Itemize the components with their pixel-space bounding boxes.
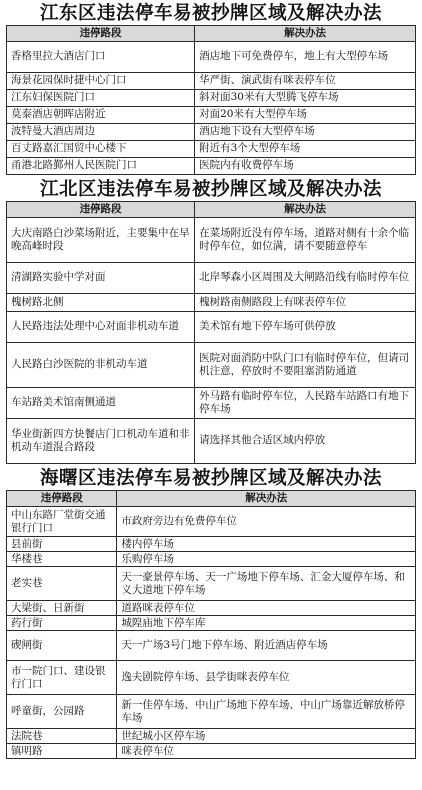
table-row (7, 695, 416, 729)
table-row (7, 124, 416, 141)
table-header-row (7, 26, 416, 42)
table-row (7, 616, 416, 631)
solution-cell: 在菜场附近没有停车场，道路对侧有十余个临时停车位，如位满，请不要随意停车 (195, 218, 416, 263)
road-cell: 大庆南路白沙菜场附近，主要集中在早晚高峰时段 (7, 218, 195, 263)
table-row (7, 388, 416, 419)
table-row (7, 419, 416, 464)
road-cell: 百丈路嘉汇国贸中心楼下 (7, 141, 195, 158)
table-row (7, 294, 416, 312)
road-cell: 县前街 (7, 537, 117, 552)
road-cell: 华业街新四方快餐店门口机动车道和非机动车道混合路段 (7, 419, 195, 464)
section-jiangbei (6, 179, 416, 464)
road-cell: 药行街 (7, 616, 117, 631)
header-road: 违停路段 (7, 491, 117, 507)
road-cell: 市一院门口、建设银行门口 (7, 661, 117, 695)
road-cell: 甬港北路鄞州人民医院门口 (7, 158, 195, 175)
road-cell: 槐树路北侧 (7, 294, 195, 312)
road-cell: 华楼巷 (7, 552, 117, 567)
solution-cell: 乐购停车场 (117, 552, 416, 567)
road-cell: 镇明路 (7, 744, 117, 759)
table-row (7, 631, 416, 661)
solution-cell: 医院内有收费停车场 (195, 158, 416, 175)
road-cell: 江东妇保医院门口 (7, 90, 195, 107)
solution-cell: 市政府旁边有免费停车位 (117, 507, 416, 537)
road-cell: 中山东路厂堂街交通银行门口 (7, 507, 117, 537)
table-row (7, 744, 416, 759)
header-road: 违停路段 (7, 26, 195, 42)
road-cell: 莫泰酒店朝晖店附近 (7, 107, 195, 124)
table-row (7, 661, 416, 695)
table-row (7, 729, 416, 744)
solution-cell: 北岸琴森小区周围及大闸路沿线有临时停车位 (195, 263, 416, 294)
header-road: 违停路段 (7, 202, 195, 218)
solution-cell: 城隍庙地下停车库 (117, 616, 416, 631)
table-row (7, 158, 416, 175)
solution-cell: 天一豪景停车场、天一广场地下停车场、汇金大厦停车场、和义大道地下停车场 (117, 567, 416, 601)
road-cell: 香格里拉大酒店门口 (7, 42, 195, 73)
solution-cell: 请选择其他合适区域内停放 (195, 419, 416, 464)
table-haishu (6, 490, 416, 759)
table-row (7, 537, 416, 552)
road-cell: 老实巷 (7, 567, 117, 601)
table-row (7, 141, 416, 158)
table-jiangbei (6, 201, 416, 464)
solution-cell: 世纪城小区停车场 (117, 729, 416, 744)
road-cell: 法院巷 (7, 729, 117, 744)
road-cell: 人民路白沙医院的非机动车道 (7, 343, 195, 388)
table-row (7, 218, 416, 263)
table-row (7, 552, 416, 567)
table-header-row (7, 491, 416, 507)
section-title: 海曙区违法停车易被抄牌区域及解决办法 (39, 468, 382, 489)
solution-cell: 逸夫剧院停车场、县学街咪表停车位 (117, 661, 416, 695)
solution-cell: 酒店地下可免费停车，地上有大型停车场 (195, 42, 416, 73)
header-solution: 解决办法 (195, 26, 416, 42)
table-row (7, 567, 416, 601)
table-jiangdong (6, 25, 416, 175)
solution-cell: 医院对面消防中队门口有临时停车位，但请司机注意，停放时不要阻塞消防通道 (195, 343, 416, 388)
solution-cell: 华严街、演武街有咪表停车位 (195, 73, 416, 90)
solution-cell: 天一广场3号门地下停车场、附近酒店停车场 (117, 631, 416, 661)
solution-cell: 斜对面30米有大型腾飞停车场 (195, 90, 416, 107)
solution-cell: 咪表停车位 (117, 744, 416, 759)
solution-cell: 附近有3个大型停车场 (195, 141, 416, 158)
road-cell: 清湖路实验中学对面 (7, 263, 195, 294)
solution-cell: 对面20米有大型停车场 (195, 107, 416, 124)
table-row (7, 73, 416, 90)
table-row (7, 263, 416, 294)
table-row (7, 601, 416, 616)
road-cell: 车站路美术馆南侧通道 (7, 388, 195, 419)
road-cell: 碶闸街 (7, 631, 117, 661)
table-row (7, 343, 416, 388)
road-cell: 人民路违法处理中心对面非机动车道 (7, 312, 195, 343)
table-row (7, 312, 416, 343)
section-haishu (6, 468, 416, 759)
table-row (7, 107, 416, 124)
header-solution: 解决办法 (117, 491, 416, 507)
solution-cell: 楼内停车场 (117, 537, 416, 552)
solution-cell: 美术馆有地下停车场可供停放 (195, 312, 416, 343)
section-jiangdong (6, 3, 416, 175)
road-cell: 海景花园保时捷中心门口 (7, 73, 195, 90)
road-cell: 波特曼大酒店周边 (7, 124, 195, 141)
table-header-row (7, 202, 416, 218)
solution-cell: 新一佳停车场、中山广场地下停车场、中山广场靠近解放桥停车场 (117, 695, 416, 729)
table-row (7, 90, 416, 107)
solution-cell: 酒店地下设有大型停车场 (195, 124, 416, 141)
solution-cell: 外马路有临时停车位，人民路车站路口有地下停车场 (195, 388, 416, 419)
road-cell: 呼童街，公园路 (7, 695, 117, 729)
section-title: 江北区违法停车易被抄牌区域及解决办法 (39, 179, 382, 200)
solution-cell: 道路咪表停车位 (117, 601, 416, 616)
section-title: 江东区违法停车易被抄牌区域及解决办法 (39, 3, 382, 24)
solution-cell: 槐树路南侧路段上有咪表停车位 (195, 294, 416, 312)
table-row (7, 507, 416, 537)
table-row (7, 42, 416, 73)
header-solution: 解决办法 (195, 202, 416, 218)
road-cell: 大梁街、日新街 (7, 601, 117, 616)
